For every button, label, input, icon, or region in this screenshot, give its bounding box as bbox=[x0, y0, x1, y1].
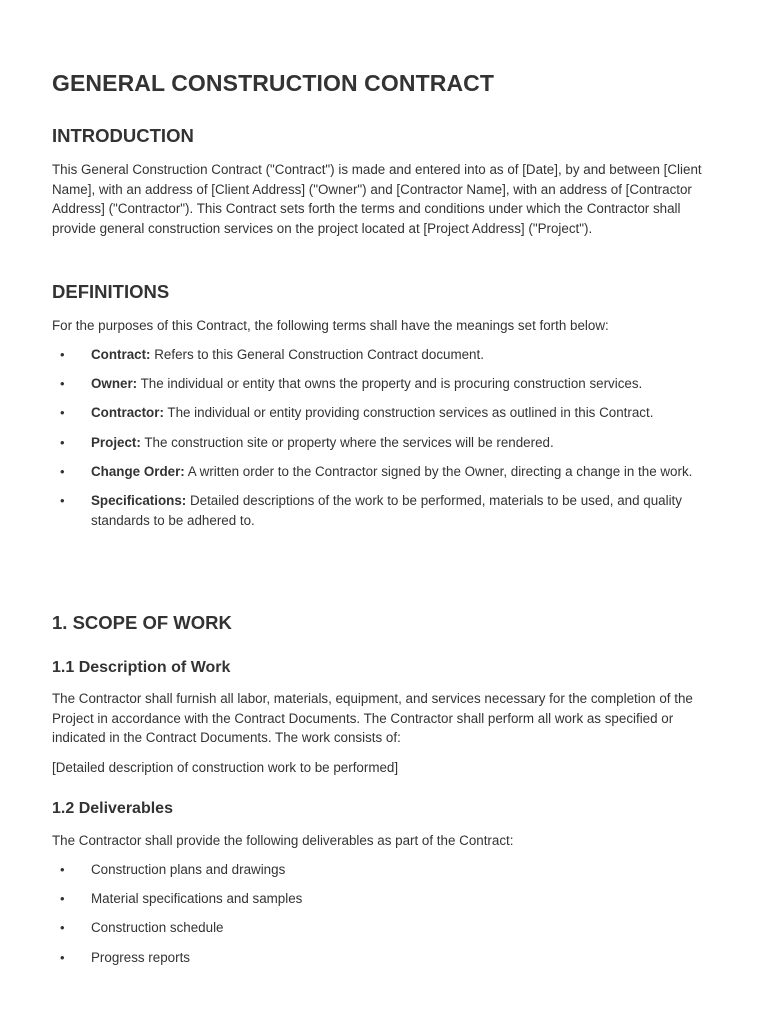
definition-desc: Detailed descriptions of the work to be performed, materials to be used, and quality standards to be adhered to. bbox=[91, 492, 682, 528]
description-of-work-heading: 1.1 Description of Work bbox=[52, 659, 231, 676]
definition-term: Contractor: bbox=[91, 405, 164, 421]
definition-term: Owner: bbox=[91, 376, 138, 392]
deliverables-heading: 1.2 Deliverables bbox=[52, 800, 173, 817]
definition-desc: A written order to the Contractor signed by the Owner, directing a change in the work. bbox=[184, 463, 693, 479]
definitions-intro: For the purposes of this Contract, the following terms shall have the meanings set forth below: bbox=[52, 318, 609, 333]
bullet-icon: • bbox=[60, 492, 65, 508]
definition-item-owner bbox=[52, 374, 720, 394]
deliverable-text: Construction plans and drawings bbox=[91, 862, 286, 877]
definitions-heading: DEFINITIONS bbox=[52, 281, 170, 302]
definition-item-change-order bbox=[52, 462, 720, 482]
definition-term: Project: bbox=[91, 434, 141, 450]
deliverable-item bbox=[52, 918, 720, 938]
bullet-icon: • bbox=[60, 463, 65, 479]
scope-heading: 1. SCOPE OF WORK bbox=[52, 612, 232, 633]
bullet-icon: • bbox=[60, 920, 65, 936]
definition-item-contract bbox=[52, 345, 720, 365]
definition-desc: The individual or entity that owns the property and is procuring construction services. bbox=[137, 376, 643, 392]
description-of-work-paragraph: The Contractor shall furnish all labor, materials, equipment, and services necessary for the completion of the Project in accordance with the Contract Documents. The Contractor shall perform all work as specified or indicated in the Contract Documents. The work consists of: bbox=[52, 691, 693, 746]
bullet-icon: • bbox=[60, 949, 65, 965]
definition-desc: Refers to this General Construction Contract document. bbox=[150, 347, 484, 362]
work-description-placeholder: [Detailed description of construction work to be performed] bbox=[52, 760, 399, 775]
bullet-icon: • bbox=[60, 376, 65, 392]
introduction-heading: INTRODUCTION bbox=[52, 125, 194, 146]
introduction-paragraph: This General Construction Contract ("Contract") is made and entered into as of [Date], by and between [Client Name], with an address of [Client Address] ("Owner") and [Contractor Name], with an address of [Contractor Address] ("Contractor"). This Contract sets forth the terms and conditions under which the Contractor shall provide general construction services on the project located at [Project Address] ("Project"). bbox=[52, 162, 702, 236]
definition-item-project bbox=[52, 433, 720, 453]
deliverable-item bbox=[52, 948, 720, 968]
definition-term: Change Order: bbox=[91, 463, 185, 479]
definitions-list bbox=[52, 345, 720, 540]
bullet-icon: • bbox=[60, 405, 65, 421]
deliverables-list bbox=[52, 860, 720, 977]
definition-desc: The construction site or property where the services will be rendered. bbox=[140, 434, 554, 450]
bullet-icon: • bbox=[60, 862, 65, 877]
definition-term: Specifications: bbox=[91, 492, 187, 508]
deliverable-text: Construction schedule bbox=[91, 920, 224, 936]
deliverables-intro: The Contractor shall provide the following deliverables as part of the Contract: bbox=[52, 833, 514, 848]
deliverable-text: Material specifications and samples bbox=[91, 891, 303, 907]
definition-item-contractor bbox=[52, 403, 720, 423]
definition-term: Contract: bbox=[91, 347, 151, 362]
deliverable-text: Progress reports bbox=[91, 949, 190, 965]
deliverable-item bbox=[52, 860, 720, 880]
bullet-icon: • bbox=[60, 434, 65, 450]
bullet-icon: • bbox=[60, 891, 65, 907]
definition-desc: The individual or entity providing construction services as outlined in this Contract. bbox=[163, 405, 654, 421]
bullet-icon: • bbox=[60, 347, 65, 362]
deliverable-item bbox=[52, 889, 720, 909]
document-title: GENERAL CONSTRUCTION CONTRACT bbox=[52, 70, 495, 96]
definition-item-specifications bbox=[52, 491, 720, 530]
